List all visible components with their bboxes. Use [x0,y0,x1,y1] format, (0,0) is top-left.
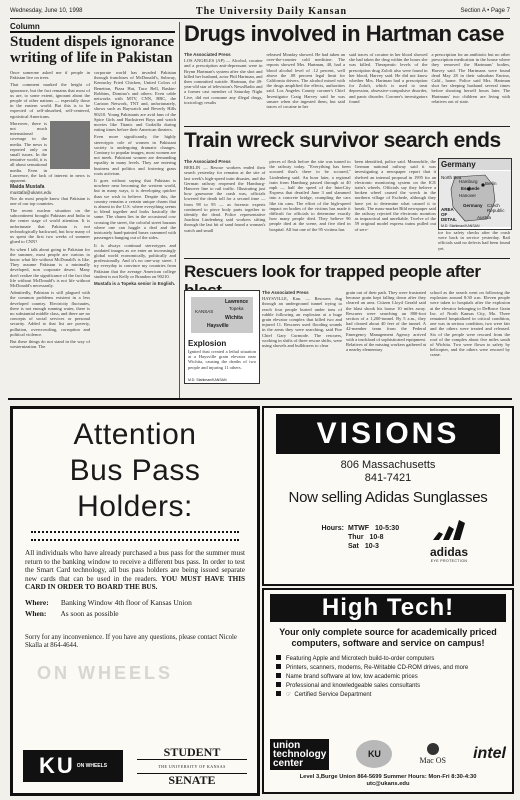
ad-body-emphasis: YOU MUST HAVE THIS CARD IN ORDER TO BOARD THE BUS. [25,574,246,592]
when-value: As soon as possible [60,608,119,618]
mac-os-logo [420,743,446,765]
ku-on-wheels-logo [23,750,123,782]
story-source: The Associated Press [184,159,231,164]
column-paragraph: corporate world has invaded Pakistan through franchises of McDonald's, Subway, Kentucky Fried Chicken, United Colors of Benetton, Pizza Hut, Taco Bell, Baskin-Robbins, Domino's and others. Even cable networks with MTV, CNN, BBC, the Cartoon Network, TNT and, unfortunately, shows such as Baywatch and Beverly Hills 90210. Young Pakistanis are avid fans of the Spice Girls and Backstreet Boys and watch movies like Titanic and Godzilla during eating times before their American theaters. [94,70,176,133]
bullet-icon [276,682,281,687]
bullet-icon [276,673,281,678]
germany-map [438,158,512,230]
column-paragraph: Even more significantly, the highly stereotypic role of women in Pakistani society is undergoing dramatic changes. Contrary to popular images, most women are not meek. Pakistani women are demanding equality in many levels. They are entering business and politics and fostering grass roots activism. [94,134,176,176]
map-label: Eschede [461,186,480,191]
footer-email: utc@ukans.edu [366,781,410,787]
story-rule [184,126,510,127]
story-column [184,52,263,109]
map-label: Haysville [207,323,229,329]
map-caption: Ignited dust created a lethal situation at a Haysville grain elevator near Wichita, causing the deaths of two people and injuring 11 others. [188,349,256,370]
list-item [276,691,512,700]
ad-where [25,598,245,607]
visions-hours [310,524,399,551]
story-column [430,290,510,358]
column-label: Column [10,22,175,33]
story-hartman [184,52,510,109]
bullet-icon [276,655,281,660]
story-train [184,159,436,233]
map-label: Lawrence [225,299,249,305]
column-divider [179,22,180,400]
issue-date: Wednesday, June 10, 1998 [10,8,83,14]
hours-time: 10-8 [369,534,384,541]
hours-label: Hours: [321,525,344,532]
hours-day: MTWF [348,525,369,532]
map-title: Germany [439,159,511,170]
ad-when [25,609,245,618]
visions-phone: 841-7421 [364,472,412,484]
map-label: Berlin [485,181,497,186]
story-text: ice for safety checks after the crash were back in service yesterday. Rail officials said no defects had been found yet. [438,230,510,251]
story-text: grain out of their path. They were frustrated because grain kept falling down after they cleared an area. Citizen Lloyd Gerald said the blast shook his house 10 miles away. Rescuers were searching an 800-foot section of a 1,200-tunnel. By 5 a.m., they had cleared about 40 feet of the tunnel. A 42-member team from the Federal Emergency Management Agency arrived with a truckload of sophisticated equipment. Relatives of the missing workers gathered at a nearby elementary [346,290,426,353]
map-label: Hamburg [459,179,478,184]
column-paragraph: That comment marked the height of ignorance, but the fact remains that most of us are, to some extent, ignorant about the people of other nations — especially those in the eastern world. But this is to be expected of self-absorbed, self-centered, egotistical Americans. [10,82,90,119]
ad-headline: Bus Pass [69,454,201,487]
hours-day: Sat [348,543,359,550]
list-item [276,655,512,664]
column-paragraph: So when I talk about going to Pakistan for the summer, most people are curious to know what life without McDonald's is like. They assume Pakistan is a minimally developed, non corporate desert. Many don't realize the significance of the fact that life without McDonald's is not life without McDonald's necessarily. [10,246,90,288]
where-value: Banking Window 4th floor of Kansas Union [60,597,192,607]
map-label: Austria [477,215,492,220]
story-text: LOS ANGELES (AP) — Alcohol, cocaine and a prescription anti-depressant were in Brynn Hartman's system after she shot and killed her husband, actor Phil Hartman, and then committed suicide. Hartman, the 49-year-old star of television's NewsRadio and a former cast member of Saturday Night Live, did not consume any illegal drugs, toxicology results [184,58,263,105]
adidas-logo [414,520,484,563]
column-headline: Student dispels ignorance writing of life in Pakistan [10,34,175,66]
story-column [349,52,428,109]
list-item [276,664,512,673]
ad-body [25,549,245,592]
footer-line: Level 3,Burge Union 864-5699 Summer Hours: Mon-Fri 8:30-4:30 [299,774,477,780]
map-label: Hanover [459,193,477,198]
kansas-map [184,290,260,384]
story-source: The Associated Press [262,290,309,295]
column-paragraph: Nor do most people know that Pakistan is one of our top countries. [10,195,90,206]
paper-name: The University Daily Kansan [195,5,348,17]
when-label: When: [25,608,47,618]
adidas-name: adidas [429,545,468,559]
story-column [346,290,426,358]
high-tech-promise: Your only complete source for academically priced computers, software and service on campus! [279,627,497,648]
list-item-text: Name brand software at low, low academic prices [286,674,418,680]
utc-logo-line: technology [273,748,327,760]
visions-address: 806 Massachusetts [340,459,436,471]
senate-logo-mid: THE UNIVERSITY OF KANSAS [137,759,247,774]
writer-email: mustafa@ukans.edu [10,190,52,196]
student-senate-logo [137,746,247,787]
intel-logo: intel [473,745,506,762]
map-label: Topeka [229,306,244,311]
map-credit: M.D. Stahlman/KANSAN [188,378,227,382]
ad-headline: Holders: [77,490,193,523]
ad-headline: Attention [73,418,197,451]
list-item-text: Professional and knowledgeable sales consultants [286,683,421,689]
where-label: Where: [25,597,49,607]
bullet-icon [276,664,281,669]
ad-bus-pass [10,406,260,796]
ad-body-text: All individuals who have already purchased a bus pass for the summer must return to the banking window to receive a different bus pass. In order to test the Smart Card technology, all bus pass holders are being issued separate new cards that can be used in the readers. [25,549,245,583]
map-label: KANSAS [195,309,214,314]
ku-on-wheels-watermark: ON WHEELS [37,663,174,683]
column-paragraph: It is always continual stereotypes and outdated images as we enter an increasingly global world economically, politically and professionally. And it's no one-way street. I try everyday to convince my countries from Pakistan that the average American college student is not Kelly or Brandon on 90210. [94,242,176,279]
map-label: North Sea [441,175,462,180]
story-column [355,159,436,233]
union-technology-center-logo [270,739,329,770]
map-label: Germany [463,203,483,208]
ad-contact: Sorry for any inconvenience. If you have any questions, please contact Nicole Skalla at 864-4644. [25,633,237,649]
mac-os-text: Mac OS [419,756,446,765]
high-tech-list [276,655,512,700]
visions-sale: Now selling Adidas Sunglasses [288,489,488,506]
headline-hartman: Drugs involved in Hartman case [184,21,504,46]
column-text-2 [94,70,176,288]
column-paragraph: But these things do not stand in the way of westernization. The [10,338,90,350]
ku-logo-text: KU [38,753,75,778]
list-item [276,682,512,691]
map-credit: M.D. Stahlman/KANSAN [441,224,480,228]
certified-hand-icon: ☞ [286,692,292,698]
story-source: The Associated Press [184,52,231,57]
story-text: school as the search went on following the explosion around 8:30 a.m. Eleven people were taken to hospitals after the explosion at the elevator belonging to DeBruce Grain Inc. of North Kansas City, Mo. Three remained hospitalized in critical condition, one was in serious condition, two were fair and the others were treated and released. Six of the people were rescued from the roof of the complex about five miles south of Wichita. Two were flown to safety by helicopter, and the others were rescued by crane. [430,290,510,358]
list-item-text: Certified Service Department [294,692,372,698]
ad-logos [23,744,247,787]
column-paragraph: It goes without saying that Pakistan is nowhere near becoming the western world, but in many ways, it is developing quicker than we wish to believe. Despite this, the country remains a certain unique charm that is absent in the U.S. where everything seems to blend together and looks basically the same. The charm lies in the occasional cow crossing the street, the colorful street bazaars where one can haggle a deal and the intricately hand-painted buses crammed with passengers hanging out of the sides. [94,178,176,241]
high-tech-banner: High Tech! [270,594,506,622]
high-tech-logos [270,738,506,770]
section-page: Section A • Page 7 [460,8,510,14]
list-item [276,673,512,682]
headline-train: Train wreck survivor search ends [184,129,501,152]
apple-icon [427,743,439,755]
ku-logo-sub: ON WHEELS [76,763,108,769]
dotted-divider [31,531,239,541]
jayhawk-logo: KU [356,740,392,768]
utc-logo-line: union [273,739,301,751]
senate-logo-top: STUDENT [163,744,221,759]
senate-logo-bottom: SENATE [168,772,216,787]
story-train-continued [438,230,510,251]
column-paragraph: Moreover, there is not much international coverage in the media. The news is reported only on small issues. In the tentative world, it is all about sensational media. Even in Lawrence, the lack of interest in news is apparent. [10,120,90,184]
story-text: said traces of cocaine in her blood showed she had taken the drug within the hours she was killed. Therapeutic levels of the prescription drug Zoloft also were found in her blood, Harvey said. He did not know whether Mrs. Hartman had a prescription for Zoloft, which is used to treat depression, obsessive-compulsive disorder, and panic disorder. Coroner's investigators found [349,52,428,104]
hours-time: 10-3 [364,543,379,550]
column-paragraph: Once someone asked me if people in Pakistan live on trees. [10,70,90,81]
utc-logo-line: center [273,757,304,769]
map-label: Wichita [225,315,243,321]
story-rule [184,258,510,259]
list-item-text: Featuring Apple and Microtech build-to-order computers [286,656,435,662]
ad-divider [8,398,512,400]
list-item-text: Printers, scanners, modems, Re-Writable CD-ROM drives, and more [286,665,469,671]
high-tech-footer [264,774,512,788]
hours-time: 10-5:30 [374,525,400,532]
story-text: HAYSVILLE, Kan. — Rescuers dug through an underground tunnel trying to reach four people buried under tons of rubble following an explosion at a huge grain elevator complex that killed two and injured 11. Rescuers used flooding sounds in the areas they were searching, said Fire Chief Gary Curmode. The rescuers, working in shifts of three rescue shifts, were using shovels and bulldozers to clear [262,296,342,349]
column-paragraph: Admittedly, Pakistan is still plagued with the common problems existent in a less developed country. Electricity fluctuates, there is not enough running water, there is no substantial middle class, and there are no concepts of social services or personal security. Added to that list are poverty, pollution, overcrowding, corruption and political violence. [10,290,90,337]
writer-photo [50,121,90,169]
story-column [432,52,511,109]
map-label: Czech Republic [487,203,505,213]
column-paragraph: The recent nuclear situation on the subcontinent brought Pakistan and India to the center stage of world attention. It is unfortunate that Pakistan is not technologically backward, but how many of us spent the first two weeks of summer glued to CNN? [10,208,90,245]
column-footer: Mustafa is a Topeka senior in English. [94,280,176,286]
ad-high-tech [262,588,514,794]
story-column [262,290,342,358]
story-text: a prescription for an antibiotic but no other prescription medication in the house where they removed the Hartmans' bodies, Harvey said. The Hartmans were found dead May 28 in their suburban Encino, Calif., home. Police said Mrs. Hartman shot her sleeping husband several times before shooting herself hours later. The Hartmans' two children are living with relatives out of state. [431,52,510,104]
story-text: been identified, police said. Meanwhile, the German national railway said it was investigating a newspaper report that it shelved an internal proposal in 1995 for an electronic monitoring system on the ICE train's wheels. Officials say they believe a broken wheel caused the wreck in the northern village of Eschede, although they have yet to determine what caused it to break. The mass-market Bild newspaper said the railway rejected the electronic monitors as impractical and unreliable. Twelve of the 59 original model express trains pulled out of serv- [354,159,436,232]
bullet-icon [276,691,281,696]
story-column [267,52,346,109]
map-label: AREA OF DETAIL [441,207,457,222]
story-blast [262,290,510,358]
writer-name: Maida Mustafa [10,184,45,191]
story-text: released Monday showed. He had taken an over-the-counter cold medicine. The reports showed Mrs. Hartman, 40, had a blood alcohol level of .12 percent, well above the .08 percent legal limit for California drivers. The alcohol mixed with the drugs amplified the effects, authorities said. Los Angeles County coroner's Chief Investigator Craig Harvey said he was unsure when she ingested them, but said traces of cocaine in her [266,52,345,110]
map-title: Explosion [188,339,227,348]
column-text-1 [10,70,90,351]
adidas-tagline: EYE PROTECTION [430,559,468,563]
hours-day: Thur [348,534,364,541]
adidas-stripes-icon [429,520,469,540]
story-column [184,159,265,233]
story-text: BERLIN — Rescue workers ended their search yesterday for remains at the site of last week's high-speed train disaster, and the German railway reopened the Hamburg-Hanover line to rail traffic. Illustrating just how gruesome the crash was, officials lowered the death toll for a second time — from 98 to 95 — as forensic experts continued to piece body parts together to identify the dead. Police representative Joachim Lindenberg said workers sifting through the last bit of sand found a woman's watch and small [184,165,266,233]
ad-visions [262,406,514,586]
story-text: pieces of flesh before the site was turned to the railway today. "Everything has been scoured that's there to be scoured," Lindenberg said. An hour later, a regional train from Hamburg passed through at 40 mph — half the speed of the InterCity Express that derailed June 3 and slammed into a concrete bridge, crumpling the cars like tin cans. The effort of the high-speed impact on bodies of the victims has made it difficult for officials to determine exactly how many people died. They believe 96 people died at the scene, and five died in hospital. All but one of the 95 victims has [269,159,351,232]
visions-logo: VISIONS [276,414,500,454]
headline-blast: Rescuers look for trapped people after [184,262,481,281]
story-column [269,159,350,233]
masthead [10,4,510,19]
